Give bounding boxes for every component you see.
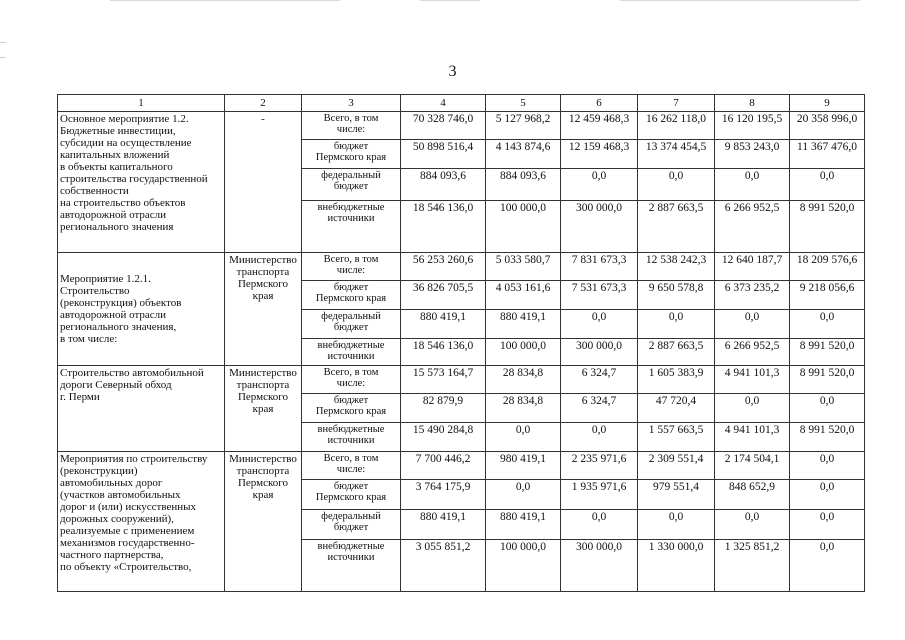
funding-source-cell [302, 281, 401, 310]
amount-cell: 3 055 851,2 [401, 540, 486, 592]
amount-cell: 0,0 [790, 480, 865, 510]
funding-source-cell [302, 540, 401, 592]
amount-cell: 1 330 000,0 [638, 540, 715, 592]
executor-cell [225, 366, 302, 452]
amount-cell: 884 093,6 [401, 169, 486, 201]
funding-source-cell [302, 140, 401, 169]
table-row [58, 452, 865, 480]
amount-cell: 3 764 175,9 [401, 480, 486, 510]
amount-cell: 12 640 187,7 [715, 253, 790, 281]
amount-cell: 16 120 195,5 [715, 112, 790, 140]
amount-cell: 20 358 996,0 [790, 112, 865, 140]
funding-source-cell [302, 366, 401, 394]
amount-cell: 5 033 580,7 [486, 253, 561, 281]
column-number: 1 [58, 95, 225, 112]
amount-cell: 1 605 383,9 [638, 366, 715, 394]
amount-cell: 0,0 [715, 310, 790, 339]
column-number: 5 [486, 95, 561, 112]
funding-source-cell [302, 339, 401, 366]
funding-source: Всего, в том числе: [323, 254, 379, 276]
amount-cell: 2 309 551,4 [638, 452, 715, 480]
funding-source-cell [302, 112, 401, 140]
executor: Министерство транспорта Пермского края [229, 254, 297, 302]
amount-cell: 0,0 [715, 394, 790, 423]
scan-artifact [0, 57, 6, 58]
funding-source-cell [302, 253, 401, 281]
amount-cell: 5 127 968,2 [486, 112, 561, 140]
funding-source-cell [302, 510, 401, 540]
amount-cell: 50 898 516,4 [401, 140, 486, 169]
funding-source: федеральный бюджет [321, 311, 381, 333]
amount-cell: 0,0 [790, 394, 865, 423]
amount-cell: 0,0 [561, 510, 638, 540]
amount-cell: 880 419,1 [486, 310, 561, 339]
amount-cell: 7 700 446,2 [401, 452, 486, 480]
executor: Министерство транспорта Пермского края [229, 367, 297, 415]
amount-cell: 9 218 056,6 [790, 281, 865, 310]
page-number: 3 [448, 63, 457, 80]
scan-artifact [110, 0, 340, 1]
funding-source: бюджет Пермского края [315, 395, 387, 417]
amount-cell: 18 546 136,0 [401, 339, 486, 366]
amount-cell: 11 367 476,0 [790, 140, 865, 169]
amount-cell: 0,0 [561, 310, 638, 339]
budget-table [57, 94, 865, 592]
column-number-row [58, 95, 865, 112]
amount-cell: 880 419,1 [486, 510, 561, 540]
amount-cell: 4 053 161,6 [486, 281, 561, 310]
amount-cell: 1 935 971,6 [561, 480, 638, 510]
amount-cell: 12 538 242,3 [638, 253, 715, 281]
amount-cell: 100 000,0 [486, 201, 561, 253]
scan-artifact [620, 0, 860, 1]
amount-cell: 0,0 [790, 169, 865, 201]
funding-source-cell [302, 201, 401, 253]
funding-source: внебюджетные источники [317, 541, 385, 563]
funding-source: федеральный бюджет [321, 170, 381, 192]
amount-cell: 13 374 454,5 [638, 140, 715, 169]
column-number: 3 [302, 95, 401, 112]
amount-cell: 2 235 971,6 [561, 452, 638, 480]
amount-cell: 2 887 663,5 [638, 201, 715, 253]
scan-artifact [0, 42, 6, 43]
amount-cell: 300 000,0 [561, 540, 638, 592]
amount-cell: 47 720,4 [638, 394, 715, 423]
amount-cell: 300 000,0 [561, 201, 638, 253]
amount-cell: 8 991 520,0 [790, 201, 865, 253]
funding-source-cell [302, 169, 401, 201]
funding-source: Всего, в том числе: [323, 113, 379, 135]
amount-cell: 9 853 243,0 [715, 140, 790, 169]
amount-cell: 9 650 578,8 [638, 281, 715, 310]
amount-cell: 6 324,7 [561, 394, 638, 423]
table-row [58, 112, 865, 140]
amount-cell: 6 373 235,2 [715, 281, 790, 310]
funding-source: внебюджетные источники [317, 202, 385, 224]
funding-source: бюджет Пермского края [315, 141, 387, 163]
activity-description: Мероприятия по строительству (реконструкции) автомобильных дорог (участков автомобильных дорог и (или) искусственных дорожных сооружений), реализуемые с применением механизмов государственно- частного партнерства, по объекту «Строительство, [60, 453, 208, 573]
amount-cell: 8 991 520,0 [790, 366, 865, 394]
column-number: 7 [638, 95, 715, 112]
amount-cell: 6 266 952,5 [715, 339, 790, 366]
activity-description: Строительство автомобильной дороги Северный обход г. Перми [60, 367, 204, 403]
executor-cell [225, 452, 302, 592]
amount-cell: 56 253 260,6 [401, 253, 486, 281]
funding-source: бюджет Пермского края [315, 282, 387, 304]
funding-source-cell [302, 480, 401, 510]
executor-cell [225, 253, 302, 366]
amount-cell: 18 546 136,0 [401, 201, 486, 253]
funding-source: внебюджетные источники [317, 424, 385, 446]
amount-cell: 0,0 [790, 452, 865, 480]
amount-cell: 16 262 118,0 [638, 112, 715, 140]
amount-cell: 28 834,8 [486, 394, 561, 423]
activity-description-cell [58, 112, 225, 253]
activity-description: Мероприятие 1.2.1. Строительство (реконструкция) объектов автодорожной отрасли регионального значения, в том числе: [60, 273, 182, 345]
funding-source-cell [302, 310, 401, 339]
amount-cell: 0,0 [561, 169, 638, 201]
amount-cell: 8 991 520,0 [790, 339, 865, 366]
amount-cell: 880 419,1 [401, 510, 486, 540]
column-number: 9 [790, 95, 865, 112]
funding-source-cell [302, 423, 401, 452]
amount-cell: 12 459 468,3 [561, 112, 638, 140]
amount-cell: 300 000,0 [561, 339, 638, 366]
funding-source-cell [302, 394, 401, 423]
amount-cell: 15 490 284,8 [401, 423, 486, 452]
executor: - [261, 113, 265, 125]
amount-cell: 1 557 663,5 [638, 423, 715, 452]
amount-cell: 980 419,1 [486, 452, 561, 480]
funding-source-cell [302, 452, 401, 480]
amount-cell: 979 551,4 [638, 480, 715, 510]
amount-cell: 0,0 [486, 480, 561, 510]
amount-cell: 2 174 504,1 [715, 452, 790, 480]
amount-cell: 0,0 [715, 510, 790, 540]
amount-cell: 884 093,6 [486, 169, 561, 201]
column-number: 6 [561, 95, 638, 112]
amount-cell: 70 328 746,0 [401, 112, 486, 140]
amount-cell: 82 879,9 [401, 394, 486, 423]
amount-cell: 0,0 [715, 169, 790, 201]
amount-cell: 100 000,0 [486, 540, 561, 592]
amount-cell: 7 831 673,3 [561, 253, 638, 281]
amount-cell: 18 209 576,6 [790, 253, 865, 281]
amount-cell: 0,0 [486, 423, 561, 452]
amount-cell: 36 826 705,5 [401, 281, 486, 310]
amount-cell: 6 266 952,5 [715, 201, 790, 253]
amount-cell: 100 000,0 [486, 339, 561, 366]
amount-cell: 4 143 874,6 [486, 140, 561, 169]
amount-cell: 0,0 [790, 510, 865, 540]
table-row [58, 366, 865, 394]
amount-cell: 6 324,7 [561, 366, 638, 394]
amount-cell: 4 941 101,3 [715, 423, 790, 452]
amount-cell: 0,0 [790, 540, 865, 592]
amount-cell: 880 419,1 [401, 310, 486, 339]
funding-source: бюджет Пермского края [315, 481, 387, 503]
amount-cell: 28 834,8 [486, 366, 561, 394]
column-number: 2 [225, 95, 302, 112]
activity-description-cell [58, 253, 225, 366]
funding-source: федеральный бюджет [321, 511, 381, 533]
amount-cell: 8 991 520,0 [790, 423, 865, 452]
amount-cell: 2 887 663,5 [638, 339, 715, 366]
column-number: 8 [715, 95, 790, 112]
activity-description-cell [58, 366, 225, 452]
amount-cell: 12 159 468,3 [561, 140, 638, 169]
amount-cell: 0,0 [790, 310, 865, 339]
funding-source: Всего, в том числе: [323, 453, 379, 475]
activity-description: Основное мероприятие 1.2. Бюджетные инвестиции, субсидии на осуществление капитальных вложений в объекты капитального строительства государственной собственности на строительство объектов автодорожной отрасли регионального значения [60, 113, 208, 233]
executor-cell [225, 112, 302, 253]
amount-cell: 15 573 164,7 [401, 366, 486, 394]
scan-artifact [420, 0, 480, 1]
amount-cell: 0,0 [638, 310, 715, 339]
amount-cell: 0,0 [561, 423, 638, 452]
amount-cell: 0,0 [638, 510, 715, 540]
amount-cell: 1 325 851,2 [715, 540, 790, 592]
executor: Министерство транспорта Пермского края [229, 453, 297, 501]
amount-cell: 4 941 101,3 [715, 366, 790, 394]
funding-source: Всего, в том числе: [323, 367, 379, 389]
amount-cell: 7 531 673,3 [561, 281, 638, 310]
activity-description-cell [58, 452, 225, 592]
amount-cell: 848 652,9 [715, 480, 790, 510]
table-row [58, 253, 865, 281]
amount-cell: 0,0 [638, 169, 715, 201]
column-number: 4 [401, 95, 486, 112]
funding-source: внебюджетные источники [317, 340, 385, 362]
